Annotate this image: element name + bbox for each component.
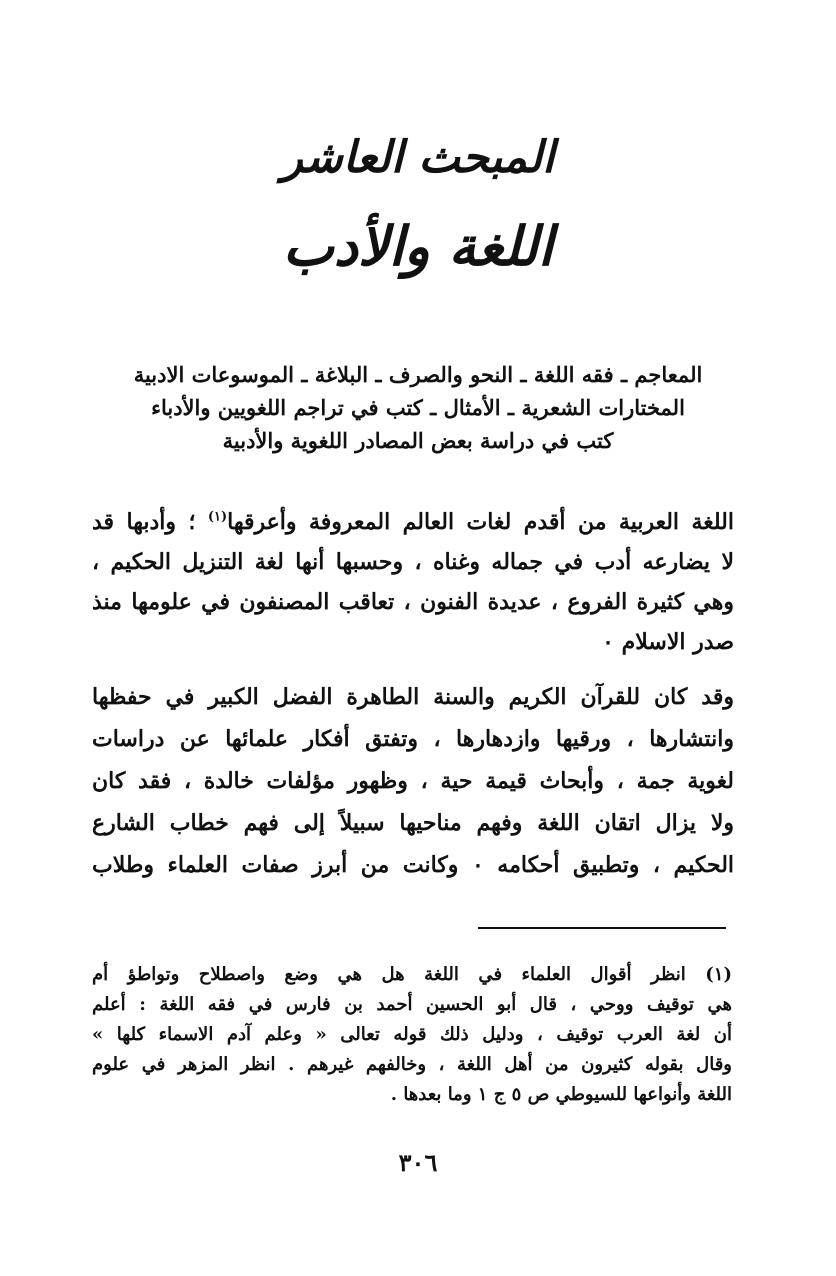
paragraph-line: ولا يزال اتقان اللغة وفهم مناحيها سبيلاً إلى فهم خطاب الشارع <box>92 810 734 836</box>
page-number: ٣٠٦ <box>398 1148 438 1177</box>
footnote-line: أن لغة العرب توقيف ، ودليل ذلك قوله تعالى « وعلم آدم الاسماء كلها » <box>92 1024 732 1045</box>
paragraph-text: ؛ وأدبها قد <box>92 509 208 535</box>
footnote-line: وقال بقوله كثيرون من أهل اللغة ، وخالفهم غيرهم . انظر المزهر في علوم <box>92 1054 732 1075</box>
footnote-line: هي توقيف ووحي ، قال أبو الحسين أحمد بن فارس في فقه اللغة : أعلم <box>92 994 732 1015</box>
paragraph-line: صدر الاسلام ٠ <box>602 629 734 655</box>
chapter-subtitle: اللغة والأدب <box>283 214 553 278</box>
topics-line: كتب في دراسة بعض المصادر اللغوية والأدبية <box>222 428 614 453</box>
topics-line: المختارات الشعرية ـ الأمثال ـ كتب في تراجم اللغويين والأدباء <box>151 395 685 420</box>
footnote-line: (١) انظر أقوال العلماء في اللغة هل هي وضع واصطلاح وتواطؤ أم <box>92 964 732 985</box>
topics-line: المعاجم ـ فقه اللغة ـ النحو والصرف ـ البلاغة ـ الموسوعات الادبية <box>133 362 703 387</box>
paragraph-text: اللغة العربية من أقدم لغات العالم المعروفة وأعرقها <box>227 509 734 535</box>
paragraph-line: الحكيم ، وتطبيق أحكامه ٠ وكانت من أبرز صفات العلماء وطلاب <box>92 852 735 878</box>
footnote <box>92 960 732 1110</box>
paragraph-line: وقد كان للقرآن الكريم والسنة الطاهرة الفضل الكبير في حفظها <box>92 684 734 710</box>
paragraph-2 <box>92 676 734 886</box>
footnote-separator <box>478 927 726 929</box>
paragraph-line <box>92 502 734 542</box>
chapter-title: المبحث العاشر <box>281 132 555 183</box>
footnote-line: اللغة وأنواعها للسيوطي ص ٥ ج ١ وما بعدها . <box>390 1084 732 1105</box>
paragraph-line: لغوية جمة ، وأبحاث قيمة حية ، وظهور مؤلفات خالدة ، فقد كان <box>92 768 734 794</box>
paragraph-line: وهي كثيرة الفروع ، عديدة الفنون ، تعاقب المصنفون في علومها منذ <box>92 589 734 615</box>
paragraph-line: لا يضارعه أدب في جماله وغناه ، وحسبها أنها لغة التنزيل الحكيم ، <box>92 549 734 575</box>
paragraph-line: وانتشارها ، ورقيها وازدهارها ، وتفتق أفكار علمائها عن دراسات <box>92 726 734 752</box>
chapter-topics <box>90 358 746 457</box>
footnote-reference: (١) <box>207 509 228 525</box>
paragraph-1 <box>92 502 734 662</box>
